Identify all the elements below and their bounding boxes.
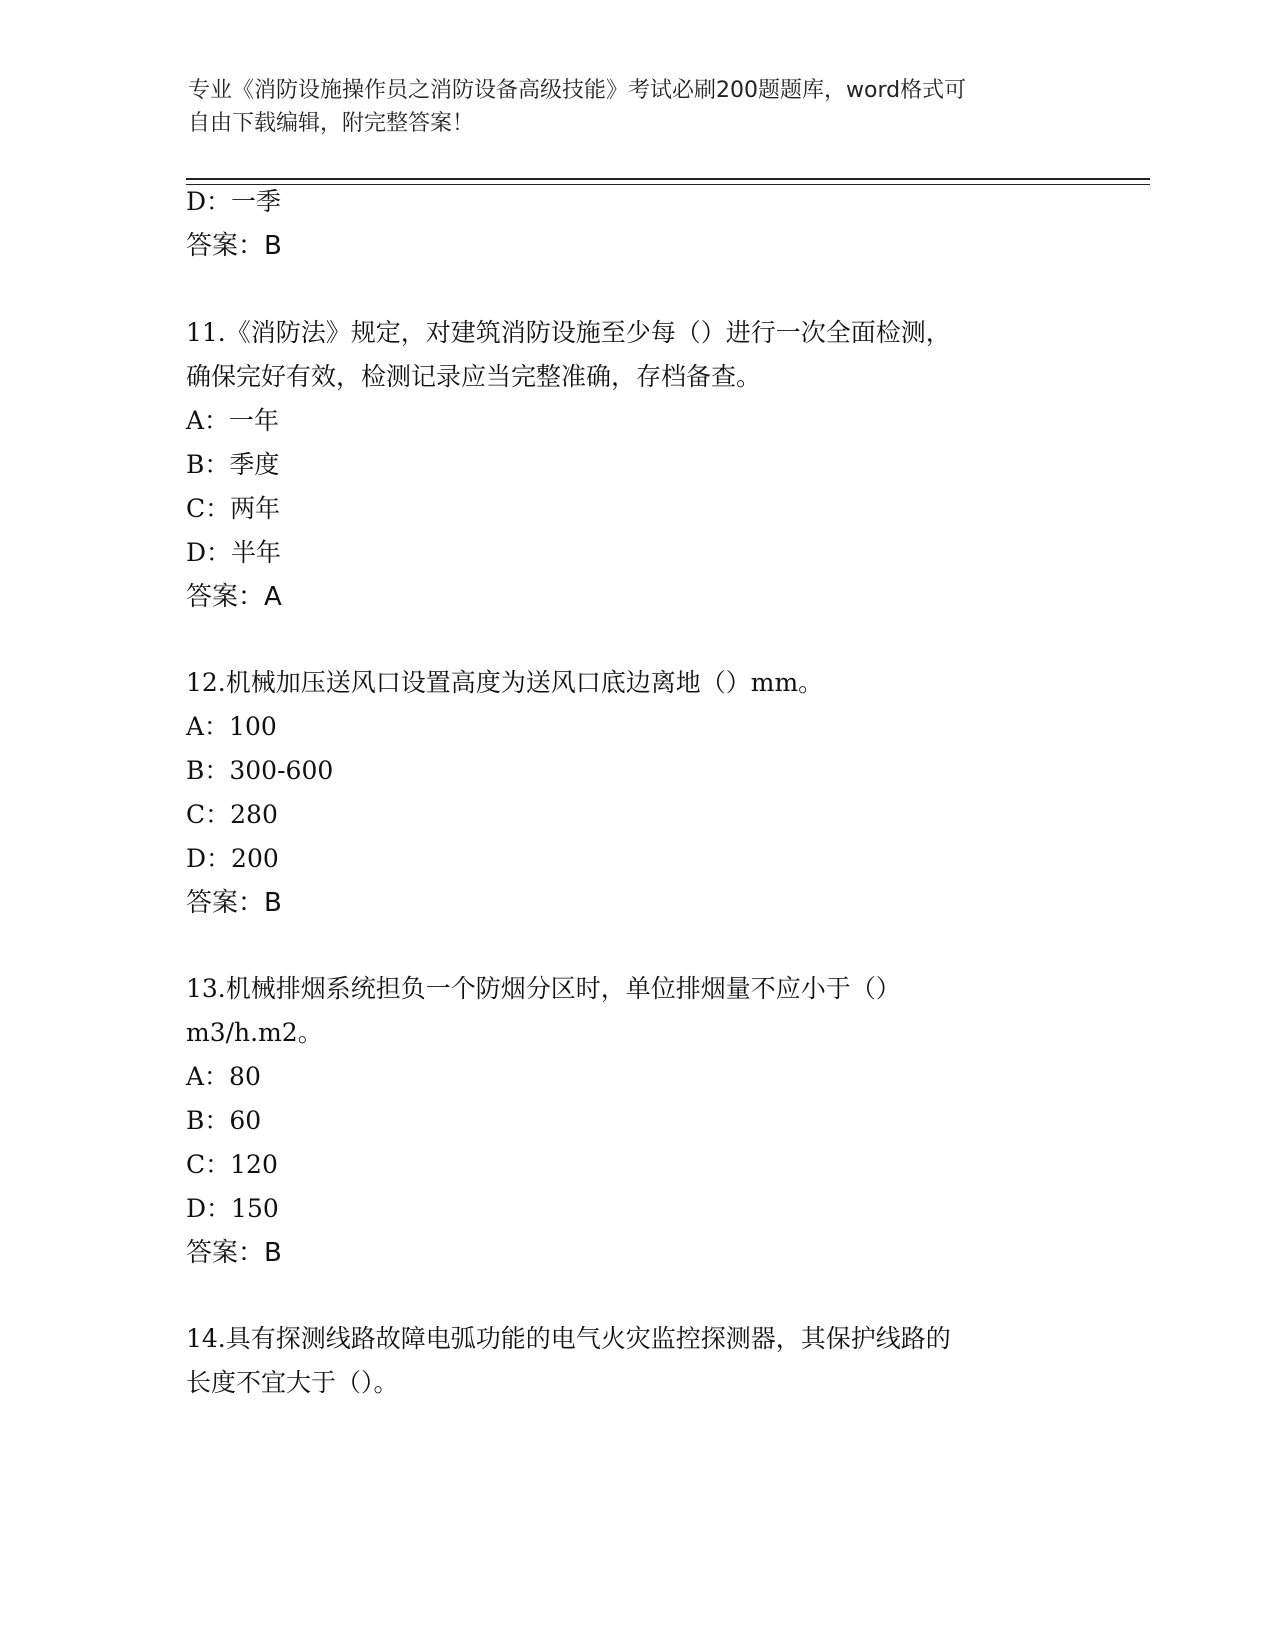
- prev-answer: 答案：B: [186, 231, 282, 261]
- q12-option-d: D：200: [186, 844, 279, 873]
- prev-option-d: D：一季: [186, 187, 282, 216]
- header-line-1: 专业《消防设施操作员之消防设备高级技能》考试必刷200题题库，word格式可: [188, 78, 967, 103]
- q13-stem-line-2: m3/h.m2。: [186, 1018, 323, 1047]
- q11-option-d: D：半年: [186, 538, 282, 567]
- q13-option-a: A：80: [186, 1062, 261, 1091]
- header-divider: [186, 178, 1150, 185]
- q12-answer: 答案：B: [186, 888, 282, 918]
- q11-stem-line-1: 11.《消防法》规定，对建筑消防设施至少每（）进行一次全面检测，: [186, 318, 951, 347]
- q12-option-a: A：100: [186, 712, 277, 741]
- header-line-2: 自由下载编辑，附完整答案！: [188, 111, 475, 136]
- q14-stem-line-1: 14.具有探测线路故障电弧功能的电气火灾监控探测器，其保护线路的: [186, 1324, 951, 1353]
- q13-option-c: C：120: [186, 1150, 278, 1179]
- q11-stem-line-2: 确保完好有效，检测记录应当完整准确，存档备查。: [186, 362, 762, 391]
- q13-stem-line-1: 13.机械排烟系统担负一个防烟分区时，单位排烟量不应小于（）: [186, 974, 901, 1003]
- q13-option-b: B：60: [186, 1106, 262, 1135]
- q12-option-c: C：280: [186, 800, 278, 829]
- q13-answer: 答案：B: [186, 1238, 282, 1268]
- q11-option-a: A：一年: [186, 406, 280, 435]
- q12-option-b: B：300-600: [186, 756, 334, 785]
- q12-stem-line-1: 12.机械加压送风口设置高度为送风口底边离地（）mm。: [186, 668, 824, 697]
- q11-option-b: B：季度: [186, 450, 280, 479]
- q14-stem-line-2: 长度不宜大于（）。: [186, 1368, 399, 1397]
- q11-option-c: C：两年: [186, 494, 281, 523]
- document-header: [188, 74, 1088, 140]
- q11-answer: 答案：A: [186, 582, 282, 612]
- q13-option-d: D：150: [186, 1194, 279, 1223]
